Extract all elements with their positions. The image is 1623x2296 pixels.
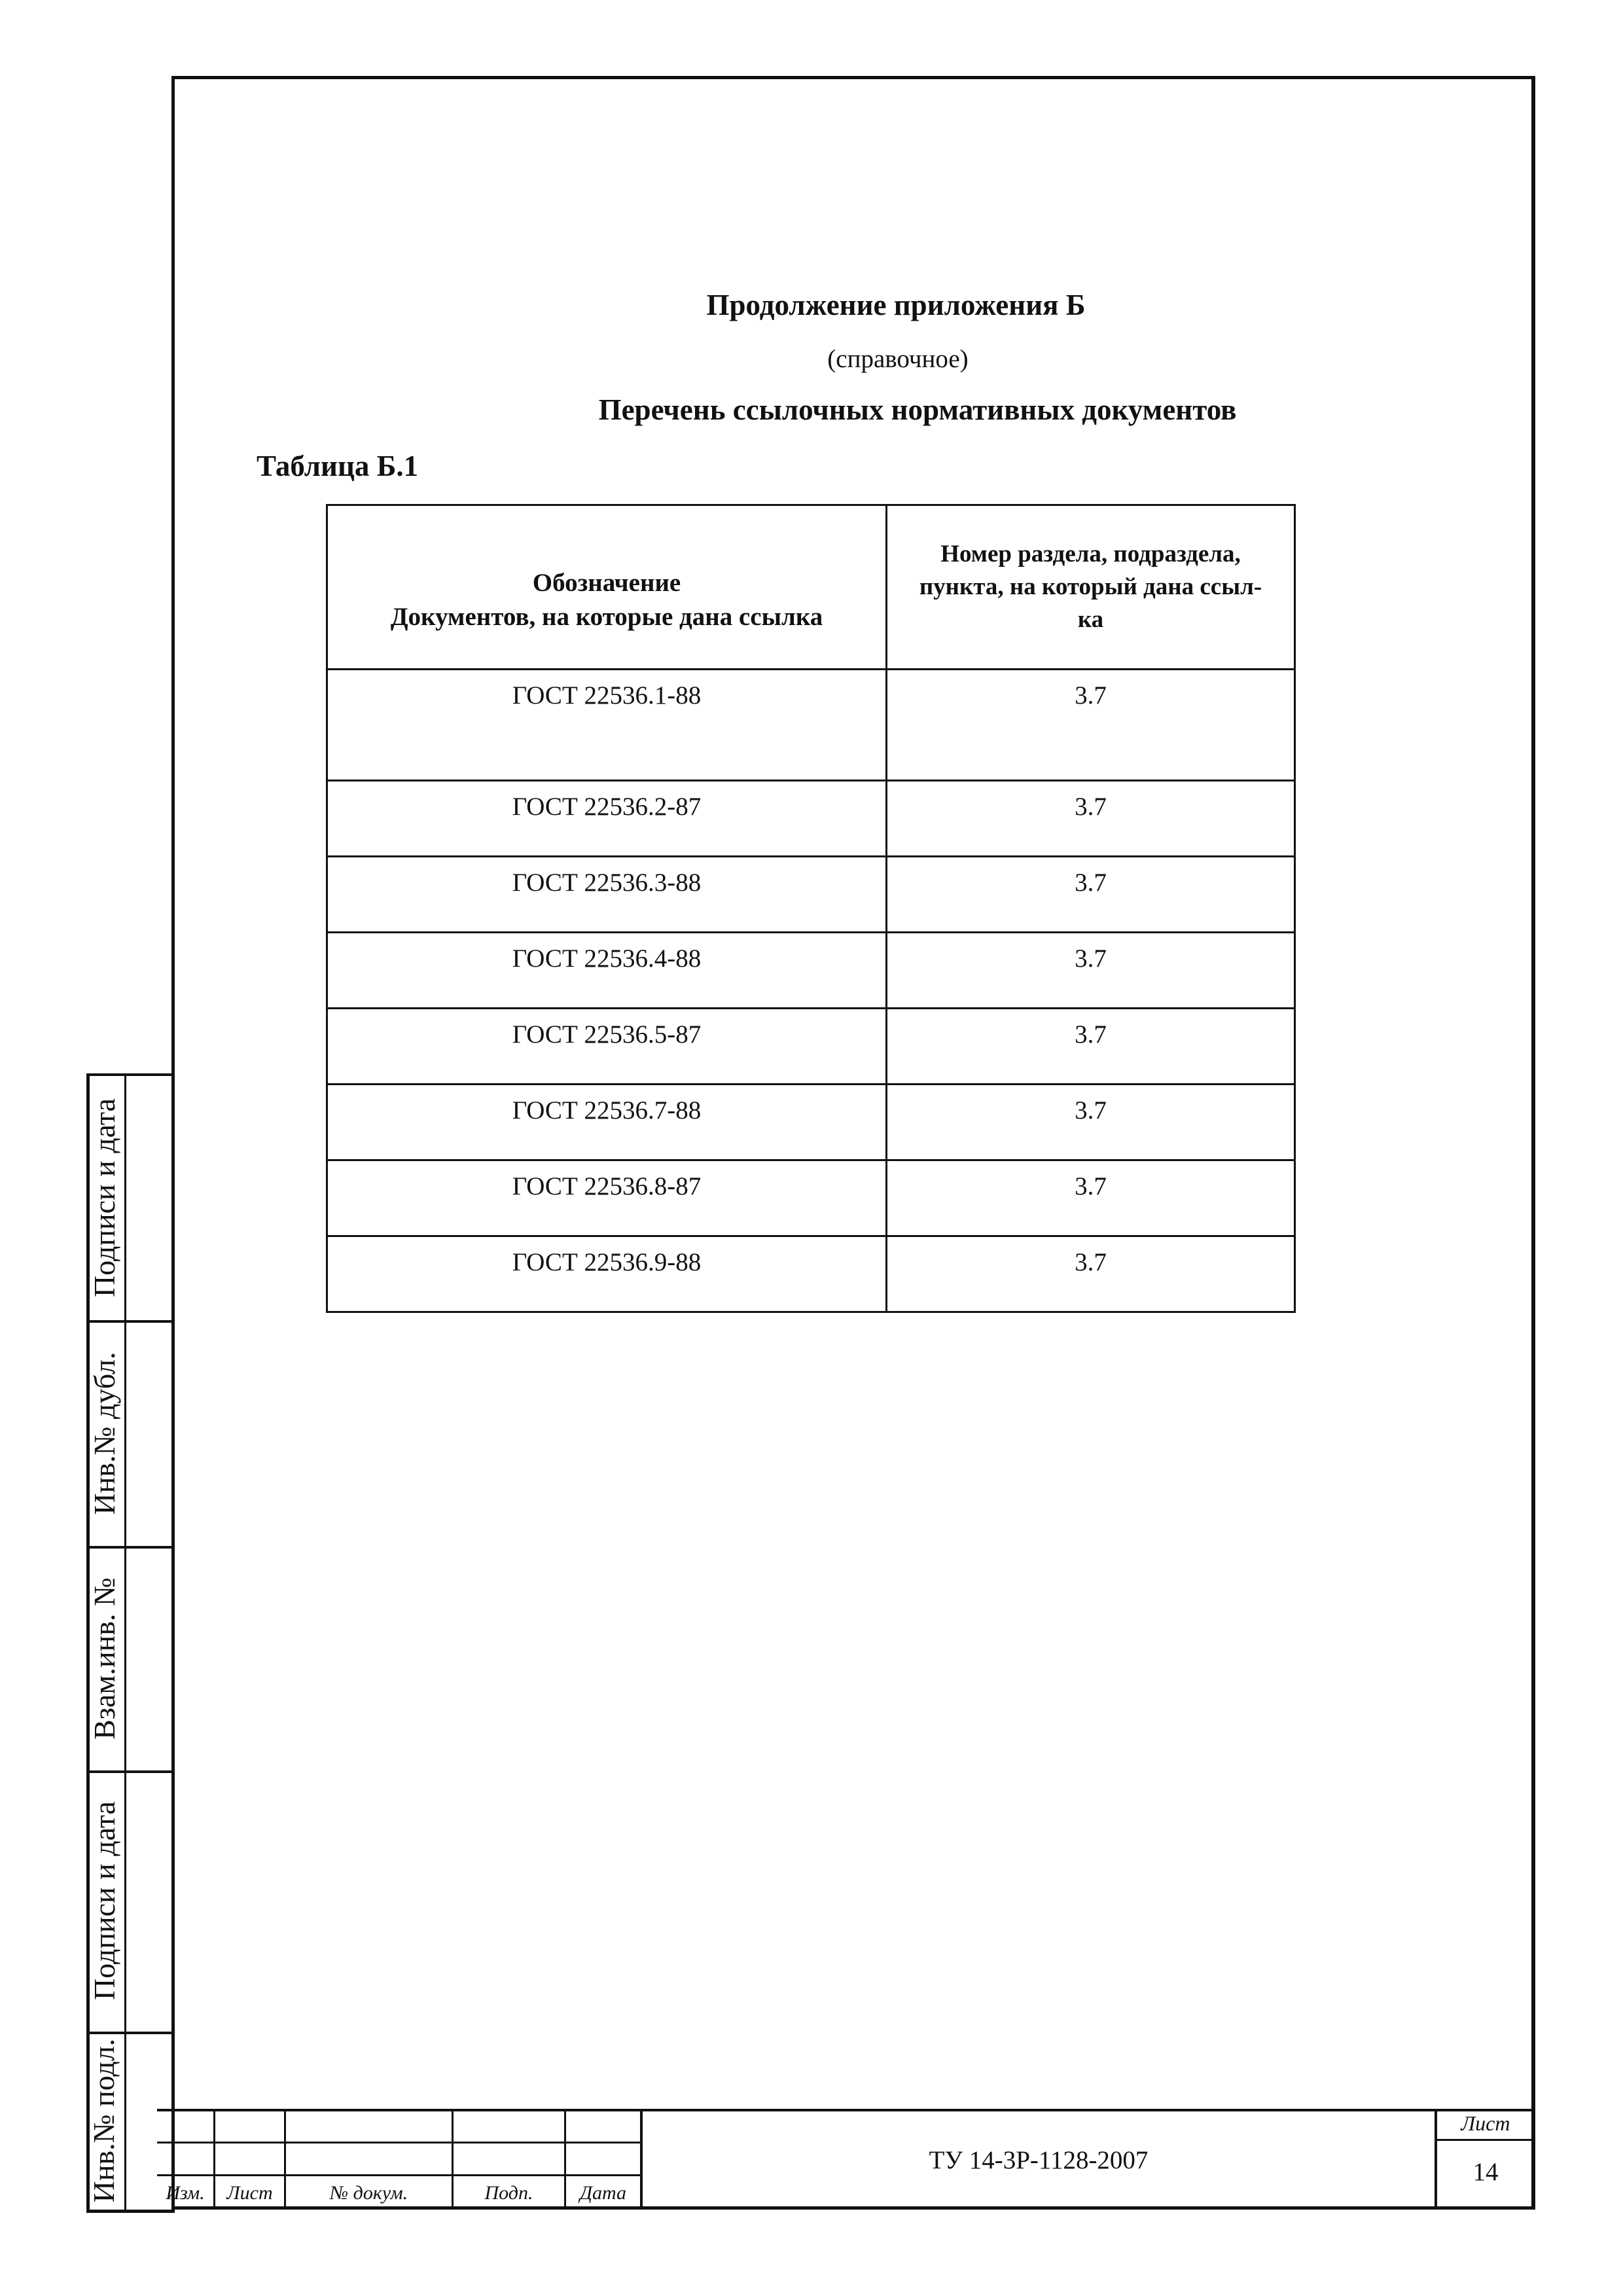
header-designation [327, 505, 887, 670]
tb-col-sheet: Лист [226, 2182, 273, 2204]
tb-col-change: Изм. [166, 2182, 205, 2204]
tb-top-line [157, 2109, 1535, 2111]
strip-field-signatures-bottom: Подписи и дата [88, 1801, 121, 2000]
cell-doc: ГОСТ 22536.8-87 [327, 1160, 887, 1236]
cell-doc: ГОСТ 22536.1-88 [327, 670, 887, 781]
header-section-line3: ка [1077, 606, 1104, 633]
cell-section: 3.7 [887, 670, 1295, 781]
tb-col-date: Дата [579, 2182, 627, 2204]
cell-section: 3.7 [887, 933, 1295, 1009]
list-title: Перечень ссылочных нормативных документов [598, 393, 1237, 426]
table-row [327, 933, 1295, 1009]
tb-col-signature: Подп. [484, 2182, 533, 2204]
table-row [327, 1236, 1295, 1312]
strip-field-signatures-top: Подписи и дата [88, 1098, 121, 1297]
sheet-label: Лист [1461, 2111, 1510, 2135]
header-section-line1: Номер раздела, подраздела, [940, 541, 1241, 567]
cell-doc: ГОСТ 22536.7-88 [327, 1085, 887, 1160]
appendix-title: Продолжение приложения Б [706, 289, 1086, 321]
document-code: ТУ 14-3Р-1128-2007 [929, 2146, 1149, 2174]
table-label: Таблица Б.1 [257, 450, 419, 482]
header-designation-line1: Обозначение [532, 569, 681, 597]
cell-section: 3.7 [887, 1085, 1295, 1160]
tb-row-line [157, 2174, 641, 2176]
strip-field-original-inv: Инв.№ подл. [87, 2038, 120, 2203]
table-row [327, 1160, 1295, 1236]
reference-table [326, 504, 1296, 1313]
header-section [887, 505, 1295, 670]
table-row [327, 781, 1295, 857]
cell-section: 3.7 [887, 1236, 1295, 1312]
tb-col-doc-no: № докум. [329, 2182, 408, 2204]
strip-field-dup-inv: Инв.№ дубл. [88, 1352, 121, 1515]
tb-row-line [157, 2142, 641, 2144]
tb-sheet-line [1436, 2139, 1535, 2141]
table-row [327, 857, 1295, 933]
table-row [327, 1085, 1295, 1160]
cell-doc: ГОСТ 22536.4-88 [327, 933, 887, 1009]
appendix-subtitle: (справочное) [827, 345, 969, 373]
cell-doc: ГОСТ 22536.2-87 [327, 781, 887, 857]
cell-doc: ГОСТ 22536.9-88 [327, 1236, 887, 1312]
cell-section: 3.7 [887, 781, 1295, 857]
cell-doc: ГОСТ 22536.5-87 [327, 1009, 887, 1085]
table-row [327, 670, 1295, 781]
cell-section: 3.7 [887, 1160, 1295, 1236]
table-header-row [327, 505, 1295, 670]
strip-divider [86, 1770, 171, 1773]
header-designation-line2: Документов, на которые дана ссылка [390, 603, 823, 631]
cell-doc: ГОСТ 22536.3-88 [327, 857, 887, 933]
table-row [327, 1009, 1295, 1085]
strip-field-replace-inv: Взам.инв. № [88, 1577, 121, 1740]
strip-inner-line [124, 1073, 126, 2212]
cell-section: 3.7 [887, 1009, 1295, 1085]
cell-section: 3.7 [887, 857, 1295, 933]
strip-divider [86, 1546, 171, 1549]
header-section-line2: пункта, на который дана ссыл- [919, 573, 1262, 600]
sheet-number: 14 [1472, 2158, 1499, 2186]
